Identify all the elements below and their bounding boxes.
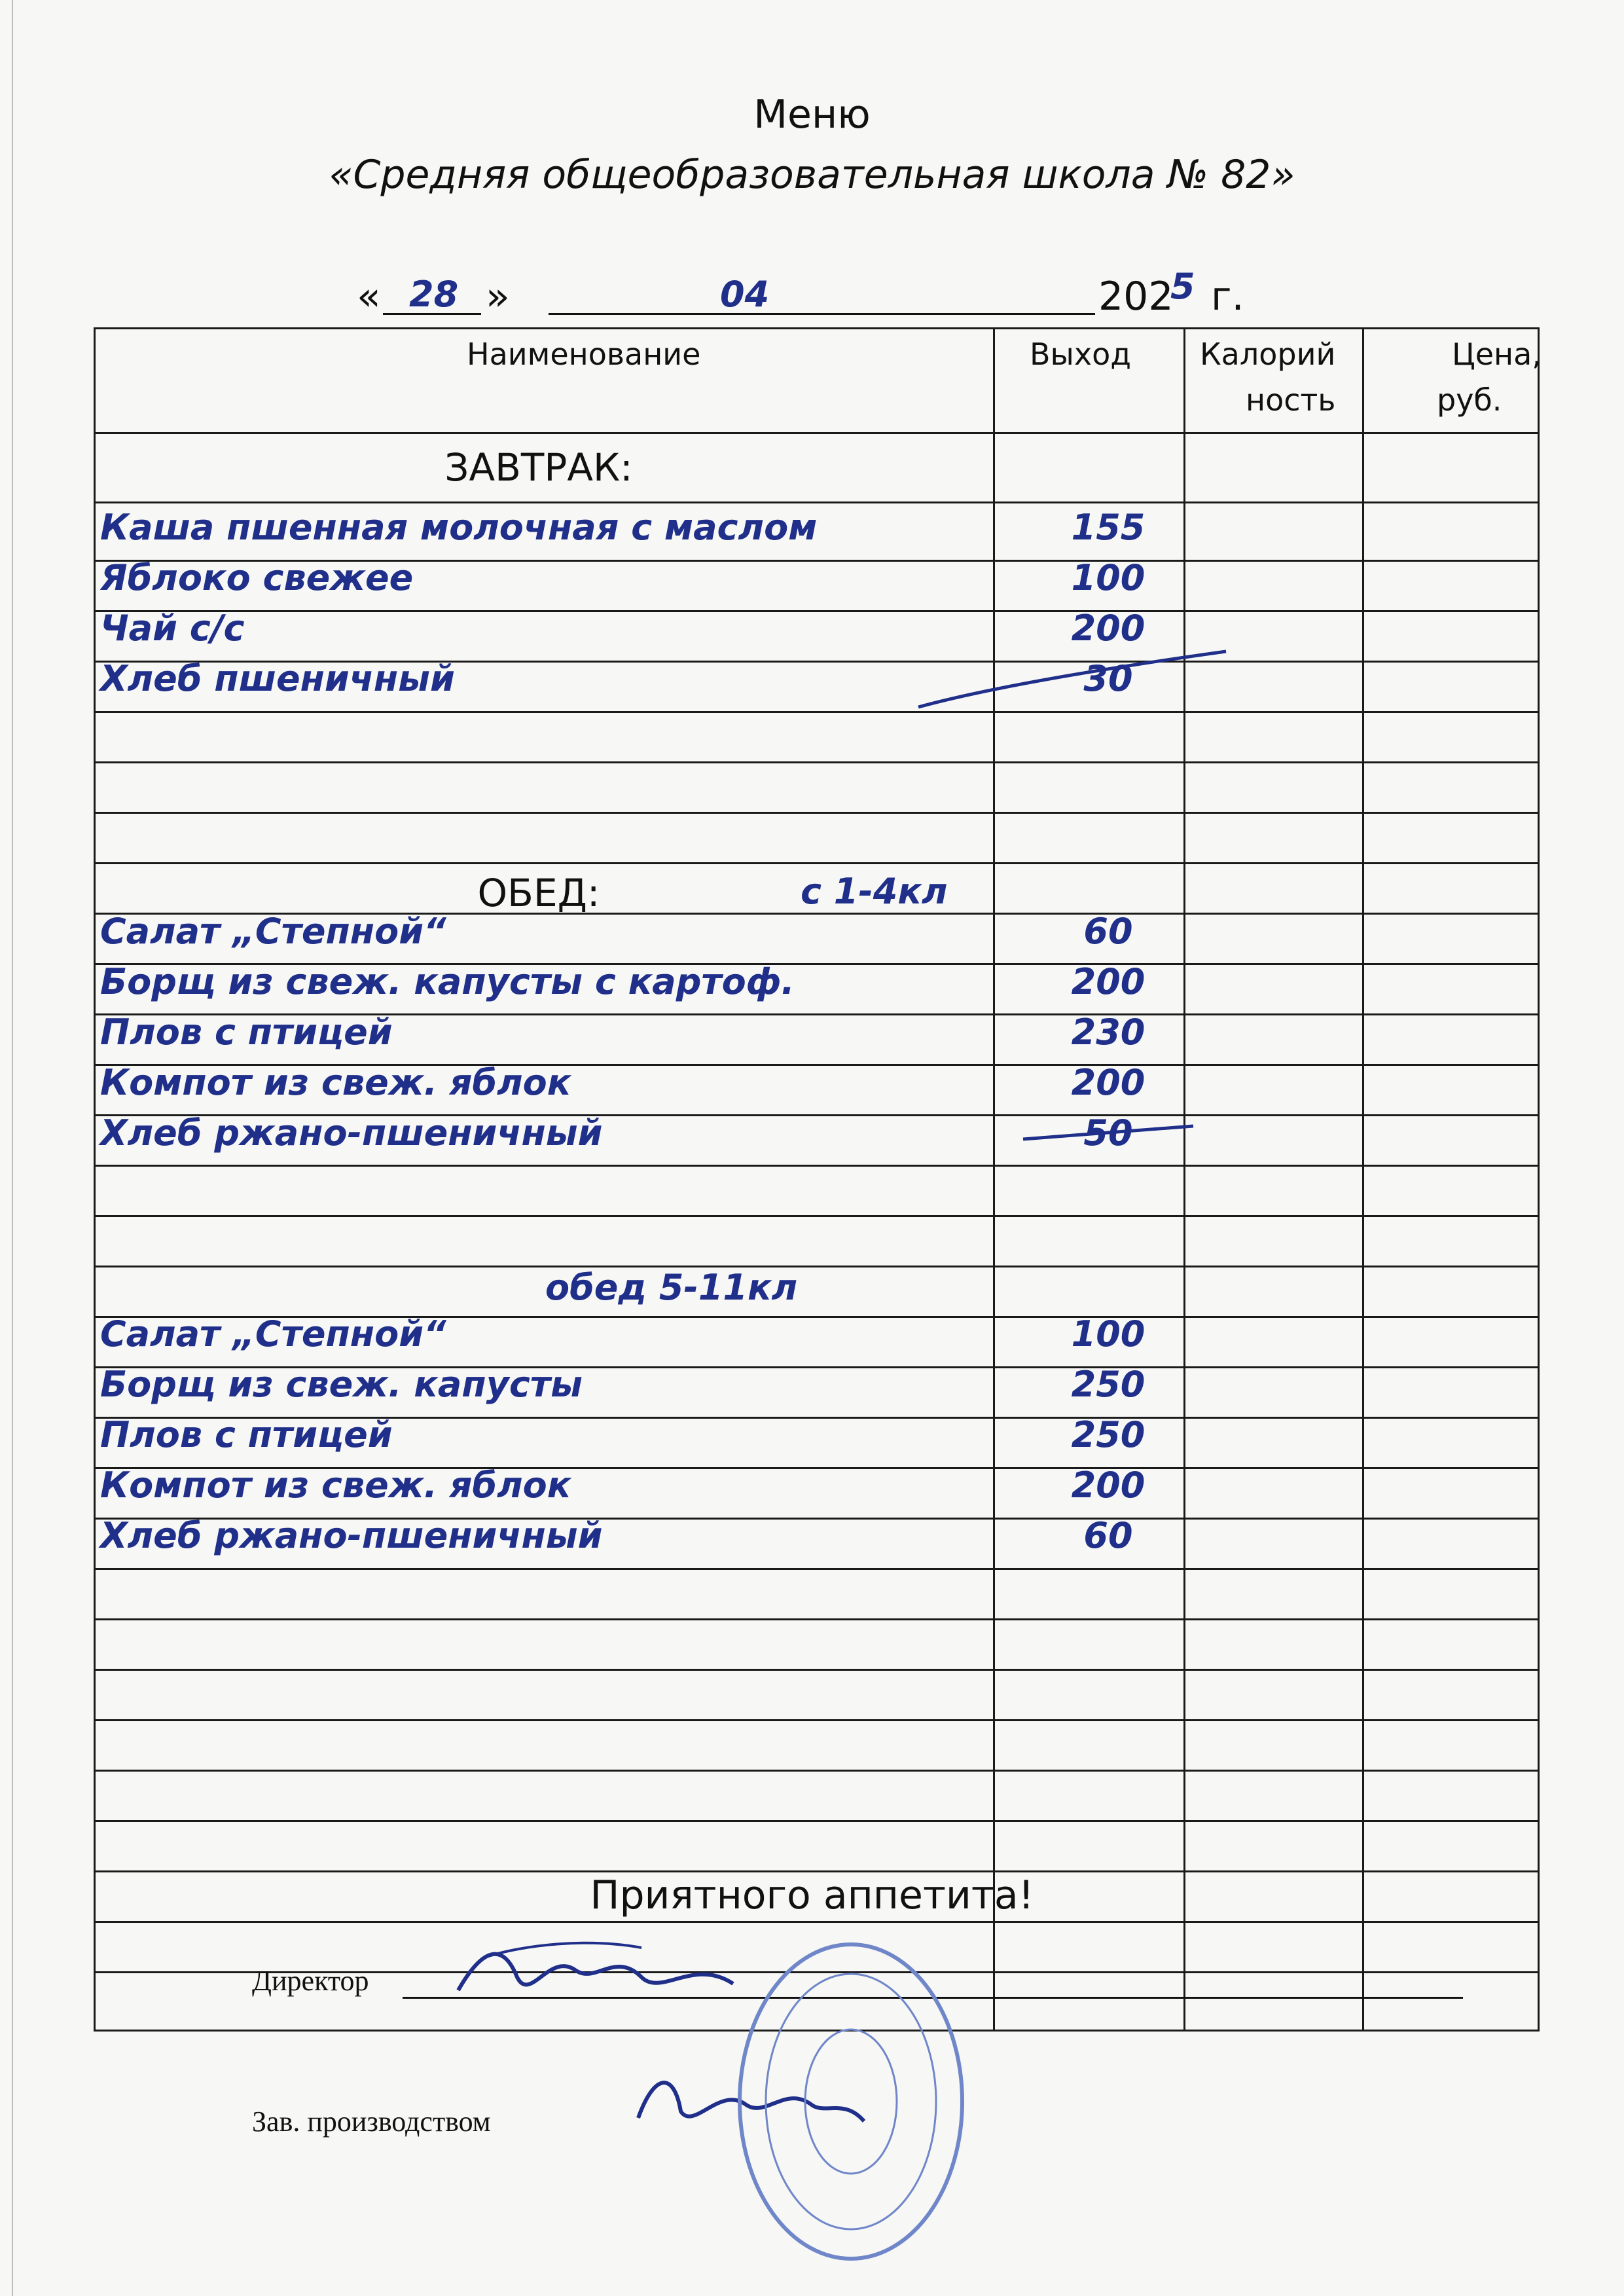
lunch-item-2-name: Борщ из свеж. капусты с картоф. bbox=[100, 961, 795, 1002]
lunch-senior-item-4-yield: 200 bbox=[1071, 1465, 1146, 1506]
organization-stamp bbox=[733, 1938, 969, 2265]
breakfast-item-3-yield: 200 bbox=[1071, 608, 1146, 649]
lunch-senior-item-3-name: Плов с птицей bbox=[100, 1414, 393, 1455]
ink-mark-breakfast bbox=[912, 642, 1239, 720]
lunch-item-3-yield: 230 bbox=[1071, 1011, 1146, 1053]
breakfast-item-2-name: Яблоко свежее bbox=[100, 557, 414, 598]
date-month: 04 bbox=[720, 274, 770, 315]
col-name-header: Наименование bbox=[467, 337, 701, 372]
lunch-item-5-name: Хлеб ржано-пшеничный bbox=[100, 1112, 603, 1154]
date-day: 28 bbox=[409, 274, 459, 315]
lunch-item-3-name: Плов с птицей bbox=[100, 1011, 393, 1053]
breakfast-item-2-yield: 100 bbox=[1071, 557, 1146, 598]
col-yield-header: Выход bbox=[1030, 337, 1132, 372]
director-signature bbox=[445, 1931, 753, 2010]
col-calories-header-2: ность bbox=[1246, 382, 1336, 418]
menu-title: Меню bbox=[753, 92, 871, 137]
col-price-header-1: Цена, bbox=[1452, 337, 1542, 372]
date-line bbox=[0, 266, 1624, 326]
lunch-item-5-yield: 50 bbox=[1083, 1112, 1133, 1154]
ink-mark-lunch bbox=[1010, 1113, 1206, 1165]
lunch-item-4-name: Компот из свеж. яблок bbox=[100, 1062, 571, 1103]
lunch-item-4-yield: 200 bbox=[1071, 1062, 1146, 1103]
scan-edge-line bbox=[12, 0, 13, 2296]
breakfast-item-4-name: Хлеб пшеничный bbox=[100, 658, 455, 699]
lunch-title-note: с 1-4кл bbox=[801, 871, 948, 912]
date-open-quote: « bbox=[357, 274, 381, 319]
lunch-item-2-yield: 200 bbox=[1071, 961, 1146, 1002]
breakfast-item-1-yield: 155 bbox=[1071, 507, 1146, 548]
date-year-suffix: г. bbox=[1211, 274, 1244, 319]
breakfast-item-4-yield: 30 bbox=[1083, 658, 1133, 699]
lunch-senior-item-1-name: Салат „Степной“ bbox=[100, 1313, 446, 1355]
lunch-item-1-name: Салат „Степной“ bbox=[100, 911, 446, 952]
lunch-senior-item-2-yield: 250 bbox=[1071, 1364, 1146, 1405]
closing-text: Приятного аппетита! bbox=[590, 1872, 1034, 1918]
school-name: «Средняя общеобразовательная школа № 82» bbox=[329, 152, 1295, 198]
lunch-senior-item-1-yield: 100 bbox=[1071, 1313, 1146, 1355]
date-year-hand: 5 bbox=[1170, 266, 1195, 307]
director-label: Директор bbox=[252, 1965, 369, 1997]
breakfast-title: ЗАВТРАК: bbox=[444, 445, 633, 490]
col-price-header-2: руб. bbox=[1437, 382, 1502, 418]
breakfast-item-1-name: Каша пшенная молочная с маслом bbox=[100, 507, 818, 548]
col-calories-header-1: Калорий bbox=[1200, 337, 1336, 372]
lunch-senior-item-2-name: Борщ из свеж. капусты bbox=[100, 1364, 583, 1405]
lunch-senior-title: обед 5-11кл bbox=[545, 1267, 798, 1308]
lunch-senior-item-5-yield: 60 bbox=[1083, 1515, 1133, 1556]
date-close-quote: » bbox=[486, 274, 510, 319]
lunch-title: ОБЕД: bbox=[477, 871, 600, 915]
production-label: Зав. производством bbox=[252, 2105, 491, 2138]
lunch-senior-item-3-yield: 250 bbox=[1071, 1414, 1146, 1455]
lunch-senior-item-5-name: Хлеб ржано-пшеничный bbox=[100, 1515, 603, 1556]
date-month-underline bbox=[549, 274, 1095, 315]
breakfast-item-3-name: Чай с/с bbox=[100, 608, 245, 649]
lunch-senior-item-4-name: Компот из свеж. яблок bbox=[100, 1465, 571, 1506]
lunch-item-1-yield: 60 bbox=[1083, 911, 1133, 952]
menu-table bbox=[94, 327, 1540, 2049]
date-year-prefix: 202 bbox=[1098, 274, 1174, 319]
